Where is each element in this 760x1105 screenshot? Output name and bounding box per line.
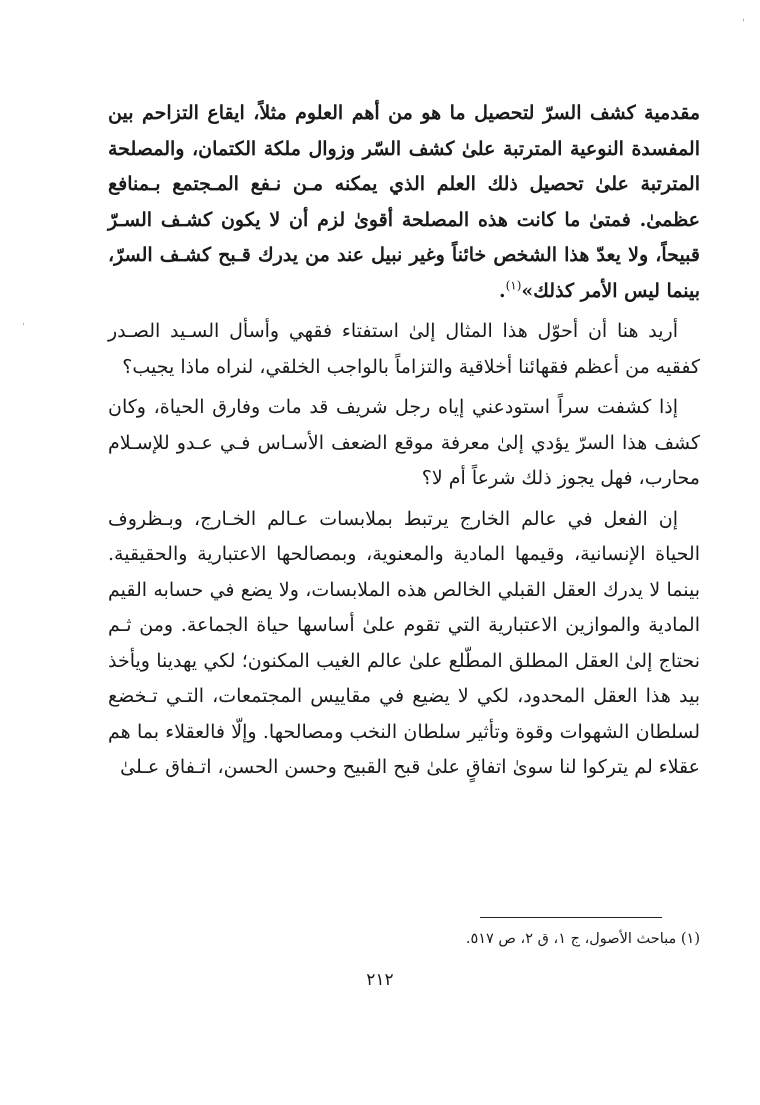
page-number: ٢١٢ <box>366 970 394 990</box>
corner-mark: ' <box>742 18 745 29</box>
paragraph-1: أريد هنا أن أحوّل هذا المثال إلىٰ استفتاء فقهي وأسأل السـيد الصـدر كفقيه من أعظم فقهائنا أخلاقية والتزاماً بالواجب الخلقي، لنراه ماذا يجيب؟ <box>108 320 700 378</box>
margin-mark: ' <box>22 322 25 333</box>
paragraph-3: إن الفعل في عالم الخارج يرتبط بملابسات عـالم الخـارج، وبـظروف الحياة الإنسانية، وقيمها المادية والمعنوية، وبمصالحها الاعتبارية والحقيقية. بينما لا يدرك العقل القبلي الخالص هذه الملابسات، ولا يضع في حسابه القيم المادية والموازين الاعتبارية التي تقوم علىٰ أساسها حياة الجماعة. ومن ثـم نحتاج إلىٰ العقل المطلق المطّلع علىٰ عالم الغيب المكنون؛ لكي يهدينا ويأخذ بيد هذا العقل المحدود، لكي لا يضيع في مقاييس المجتمعات، التـي تـخضع لسلطان الشهوات وقوة وتأثير سلطان النخب ومصالحها. وإلّا فالعقلاء بما هم عقلاء لم يتركوا لنا سوىٰ اتفاقٍ علىٰ قبح القبيح وحسن الحسن، اتـفاق عـلىٰ <box>108 507 700 778</box>
quote-end: . <box>498 279 506 302</box>
footnote-separator <box>480 917 662 918</box>
main-text <box>108 96 700 786</box>
quoted-passage <box>108 96 700 309</box>
quote-text: مقدمية كشف السرّ لتحصيل ما هو من أهم العلوم مثلاً، ايقاع التزاحم بين المفسدة النوعية المترتبة علىٰ كشف السّر وزوال ملكة الكتمان، والمصلحة المترتبة علىٰ تحصيل ذلك العلم الذي يمكنه مـن نـفع المـجتمع بـمنافع عظمىٰ. فمتىٰ ما كانت هذه المصلحة أقوىٰ لزم أن لا يكون كشـف السـرّ قبيحاً، ولا يعدّ هذا الشخص خائناً وغير نبيل عند من يدرك قـبح كشـف السرّ، بينما ليس الأمر كذلك» <box>108 102 700 302</box>
footnote: (١) مباحث الأصول، ج ١، ق ٢، ص ٥١٧. <box>465 931 700 947</box>
paragraph-2: إذا كشفت سراً استودعني إياه رجل شريف قد مات وفارق الحياة، وكان كشف هذا السرّ يؤدي إلىٰ معرفة موقع الضعف الأسـاس فـي عـدو للإسـلام محارب، فهل يجوز ذلك شرعاً أم لا؟ <box>108 396 700 489</box>
footnote-reference: (١) <box>505 278 522 293</box>
